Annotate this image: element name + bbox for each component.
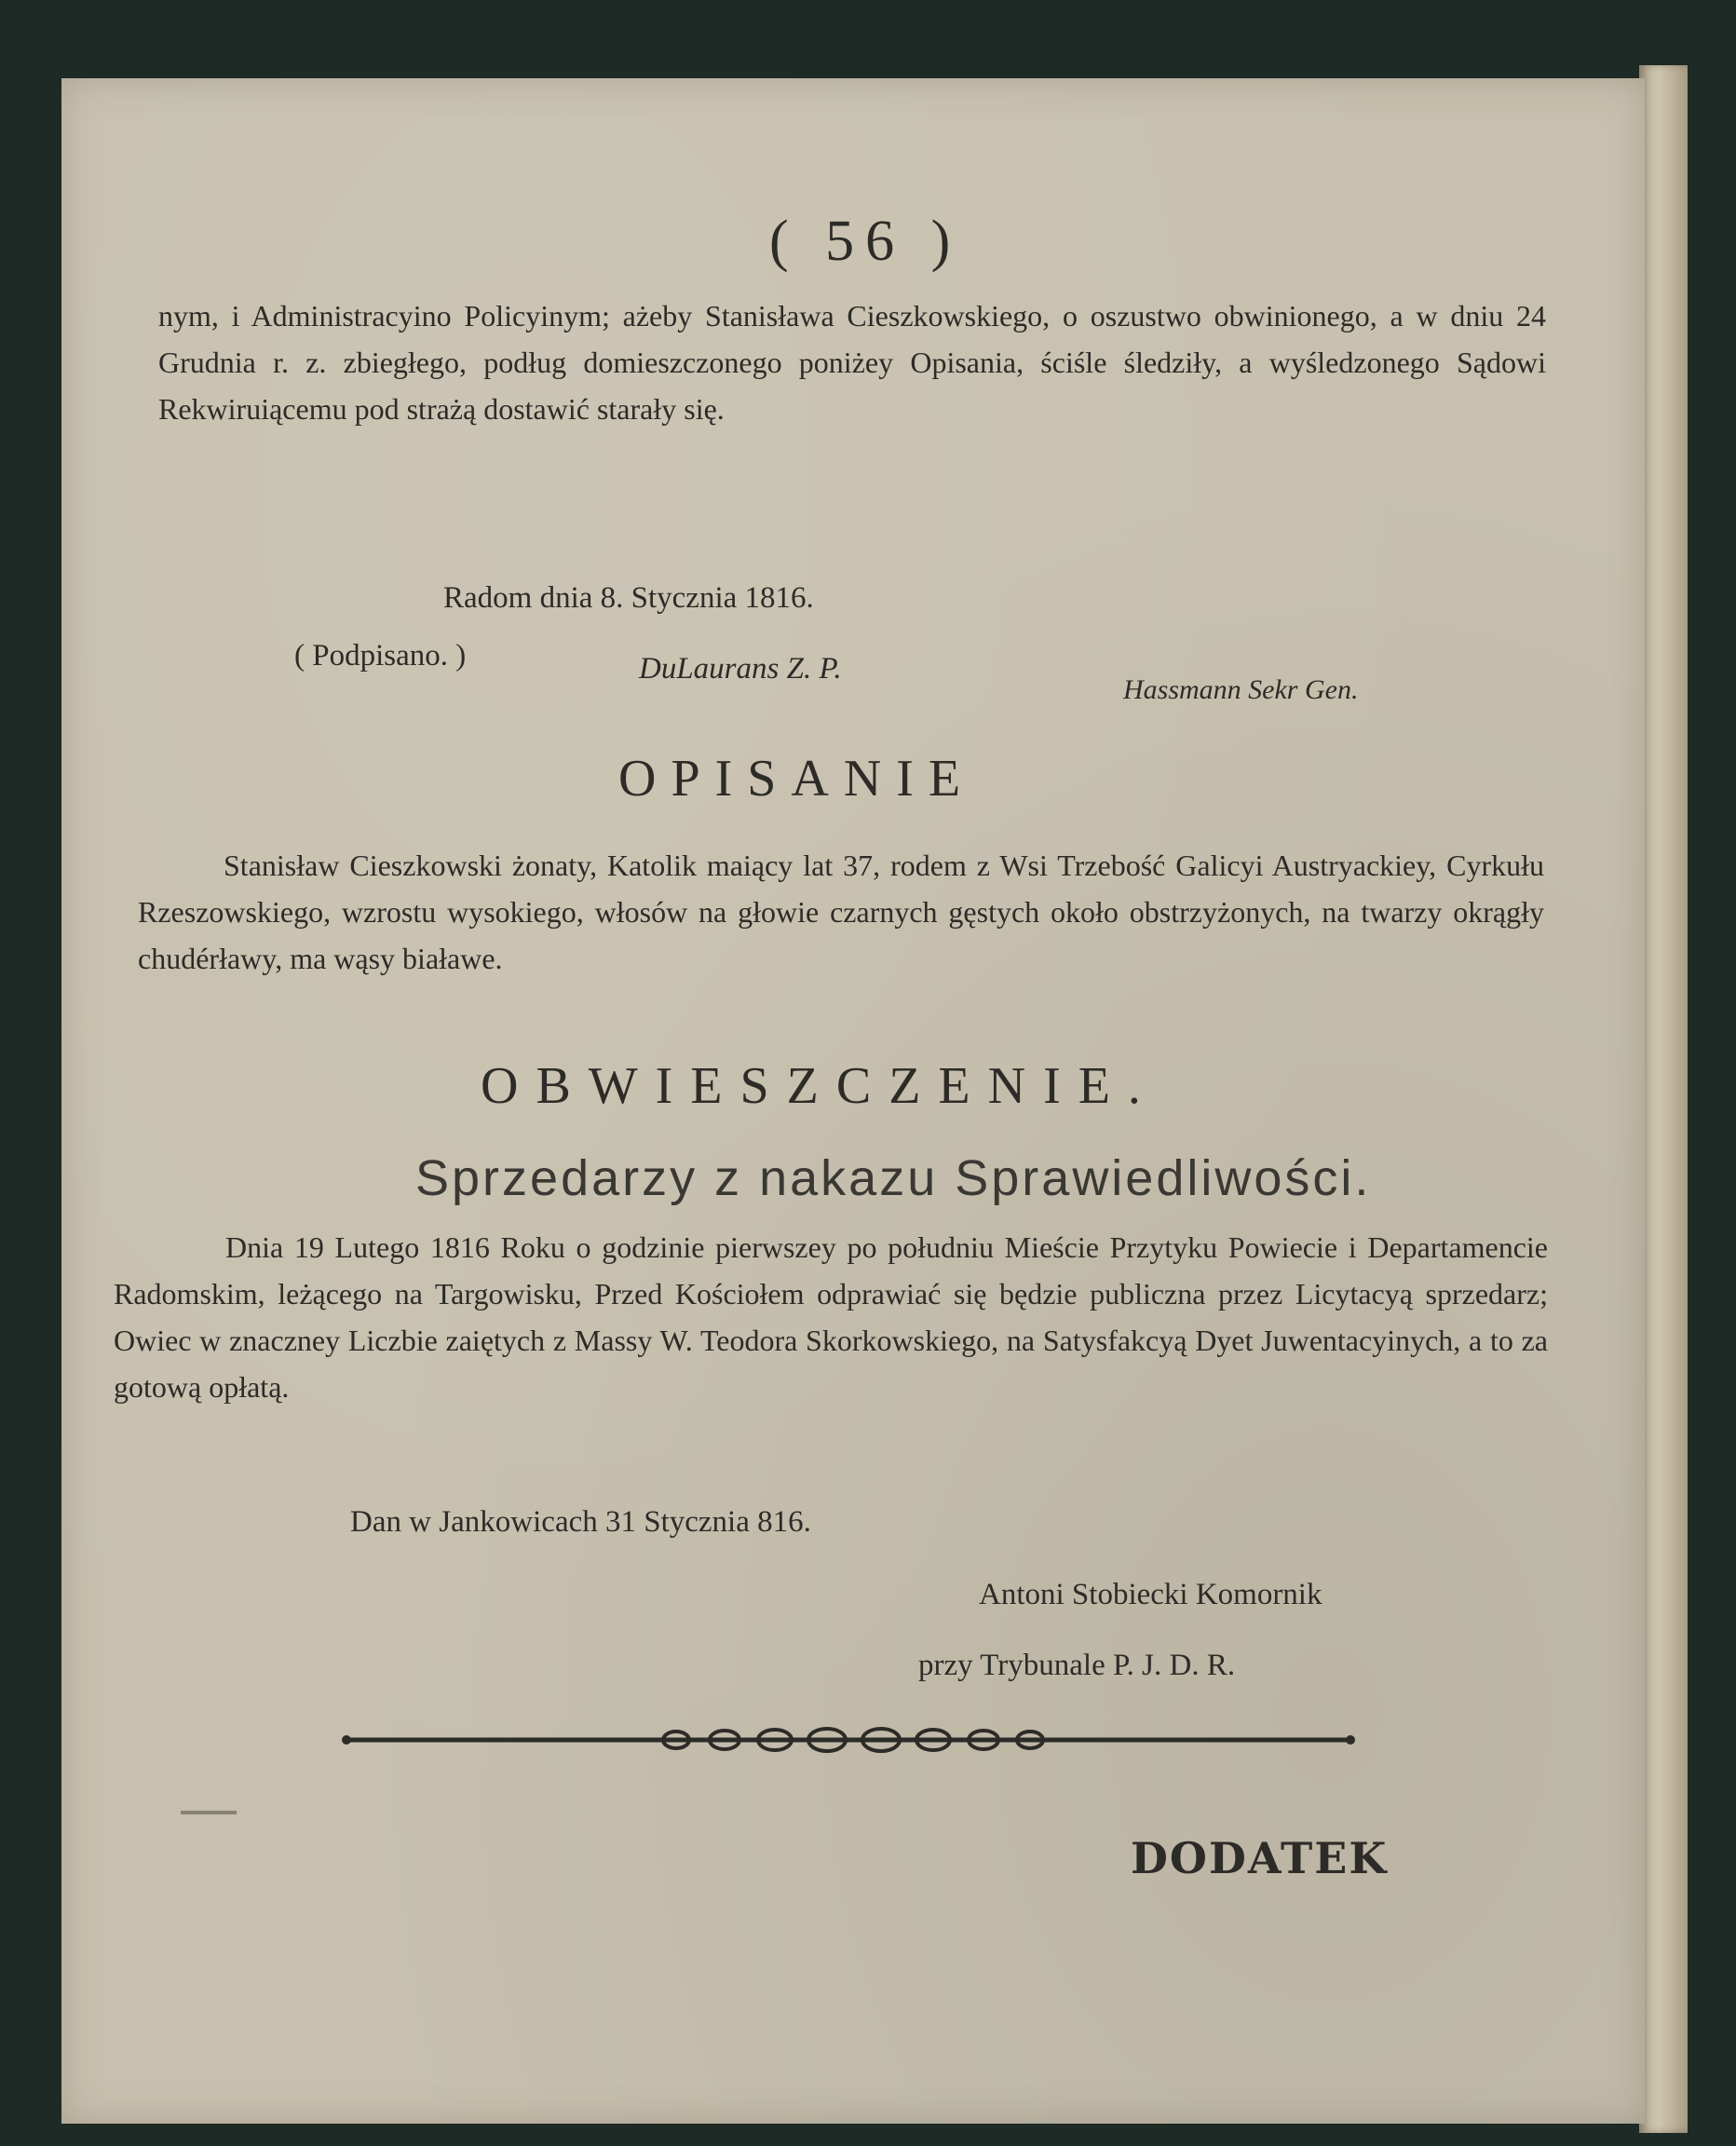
dateline-radom: Radom dnia 8. Stycznia 1816. [443, 581, 814, 615]
paragraph-auction: Dnia 19 Lutego 1816 Roku o godzinie pierwszey po południu Mieście Przytyku Powiecie i Departamencie Radomskim, leżącego na Targowisku, Przed Kościołem odprawiać się będzie publiczna przez Licytacyą sprzedarz; Owiec w znaczney Liczbie zaiętych z Massy W. Teodora Skorkowskiego, na Satysfakcyą Dyet Juwentacyinych, a to za gotową opłatą. [114, 1230, 1548, 1404]
document-page [61, 78, 1645, 2124]
heading-opisanie: OPISANIE [618, 750, 976, 808]
ornament-rule [341, 1718, 1356, 1762]
signature-dulaurans: DuLaurans Z. P. [639, 652, 842, 686]
section-subtitle: Sprzedarzy z nakazu Sprawiedliwości. [415, 1150, 1372, 1206]
signature-hassmann: Hassmann Sekr Gen. [1123, 674, 1359, 705]
signature-court: przy Trybunale P. J. D. R. [918, 1649, 1236, 1682]
book-spine [1639, 65, 1688, 2133]
page-number: ( 56 ) [769, 210, 962, 273]
dateline-jankowice: Dan w Jankowicach 31 Stycznia 816. [350, 1505, 811, 1539]
signed-label: ( Podpisano. ) [294, 639, 467, 672]
footer-catchword: DODATEK [1131, 1833, 1389, 1883]
paragraph-description: Stanisław Cieszkowski żonaty, Katolik maiący lat 37, rodem z Wsi Trzebość Galicyi Austryackiey, Cyrkułu Rzeszowskiego, wzrostu wysokiego, włosów na głowie czarnych gęstych około obstrzyżonych, na twarzy okrągły chudérławy, ma wąsy białawe. [138, 849, 1544, 975]
page-edge-mark [181, 1811, 237, 1842]
heading-obwieszczenie: OBWIESZCZENIE. [481, 1057, 1159, 1115]
paragraph-intro: nym, i Administracyino Policyinym; ażeby Stanisława Cieszkowskiego, o oszustwo obwinionego, a w dniu 24 Grudnia r. z. zbiegłego, podług domieszczonego poniżey Opisania, ściśle śledziły, a wyśledzonego Sądowi Rekwiruiącemu pod strażą dostawić starały się. [158, 299, 1546, 426]
signature-antoni: Antoni Stobiecki Komornik [979, 1578, 1322, 1611]
